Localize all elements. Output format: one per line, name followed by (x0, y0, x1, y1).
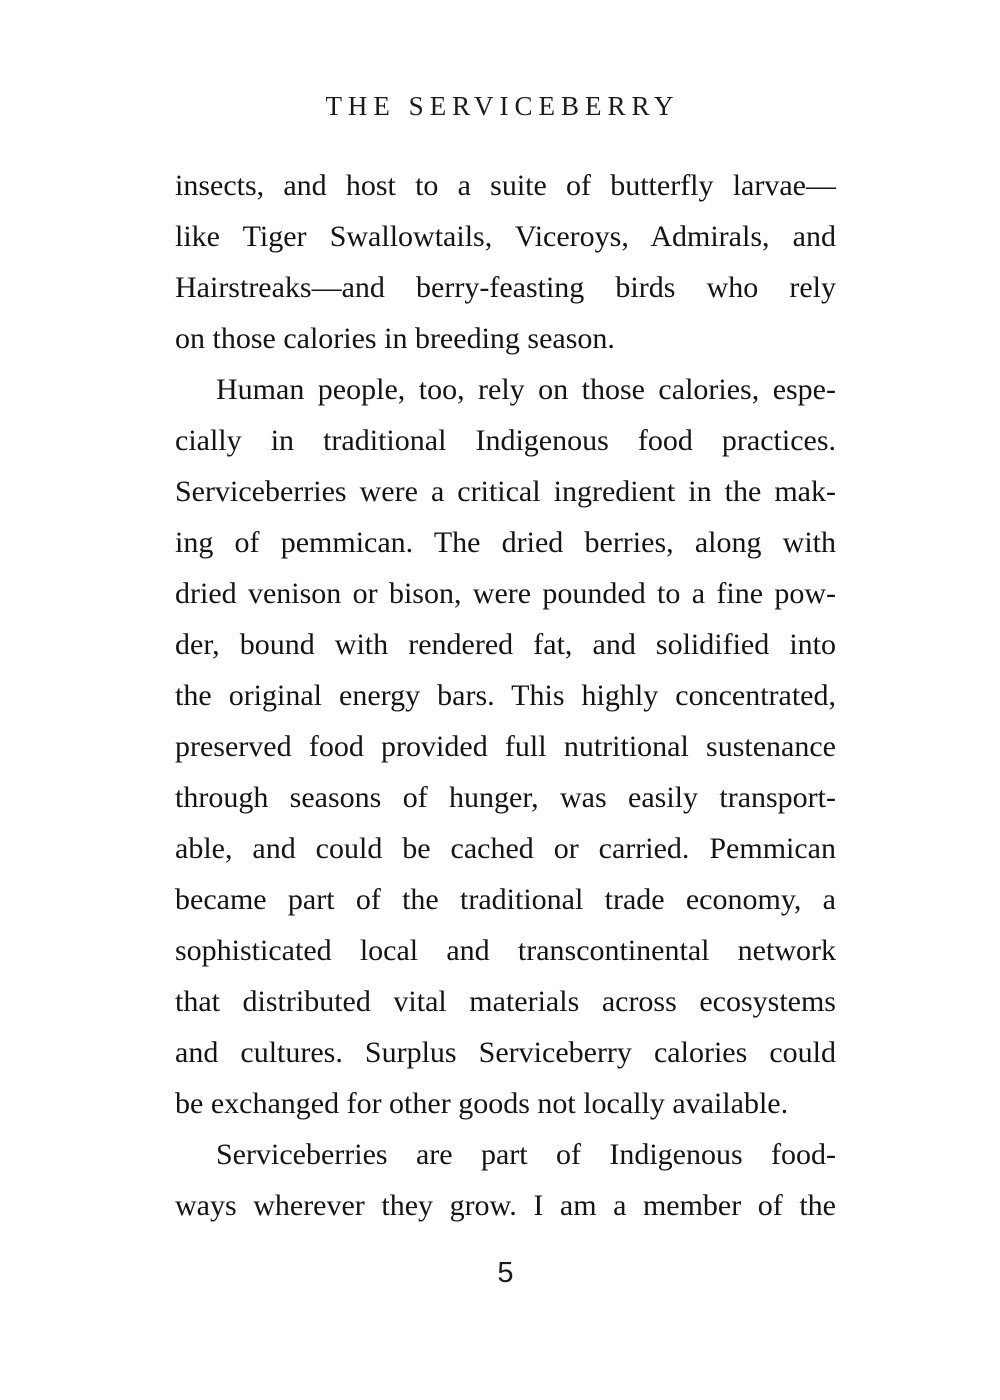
text-line: became part of the traditional trade economy, a (175, 883, 836, 916)
text-line: ing of pemmican. The dried berries, along with (175, 526, 836, 559)
page-number: 5 (497, 1257, 514, 1289)
text-line: der, bound with rendered fat, and solidified into (175, 628, 836, 661)
running-header: THE SERVICEBERRY (325, 91, 680, 121)
text-line: the original energy bars. This highly concentrated, (175, 679, 836, 712)
text-line: that distributed vital materials across ecosystems (175, 985, 836, 1018)
text-line: able, and could be cached or carried. Pemmican (175, 832, 836, 865)
text-line: sophisticated local and transcontinental network (175, 934, 836, 967)
text-line: Serviceberries were a critical ingredient in the mak- (175, 475, 836, 508)
text-line: insects, and host to a suite of butterfly larvae— (175, 169, 836, 202)
text-line: and cultures. Surplus Serviceberry calories could (175, 1036, 836, 1069)
text-line: Serviceberries are part of Indigenous food- (216, 1138, 836, 1171)
text-line: ways wherever they grow. I am a member of the (175, 1189, 836, 1222)
text-line: Human people, too, rely on those calories, espe- (216, 373, 836, 406)
text-line: through seasons of hunger, was easily transport- (175, 781, 836, 814)
body-text-block (175, 160, 836, 1231)
text-line: dried venison or bison, were pounded to a fine pow- (175, 577, 836, 610)
text-line: on those calories in breeding season. (175, 322, 615, 355)
text-line: Hairstreaks—and berry-feasting birds who rely (175, 271, 836, 304)
text-line: like Tiger Swallowtails, Viceroys, Admirals, and (175, 220, 836, 253)
text-line: preserved food provided full nutritional sustenance (175, 730, 836, 763)
text-line: cially in traditional Indigenous food practices. (175, 424, 836, 457)
text-line: be exchanged for other goods not locally available. (175, 1087, 789, 1120)
